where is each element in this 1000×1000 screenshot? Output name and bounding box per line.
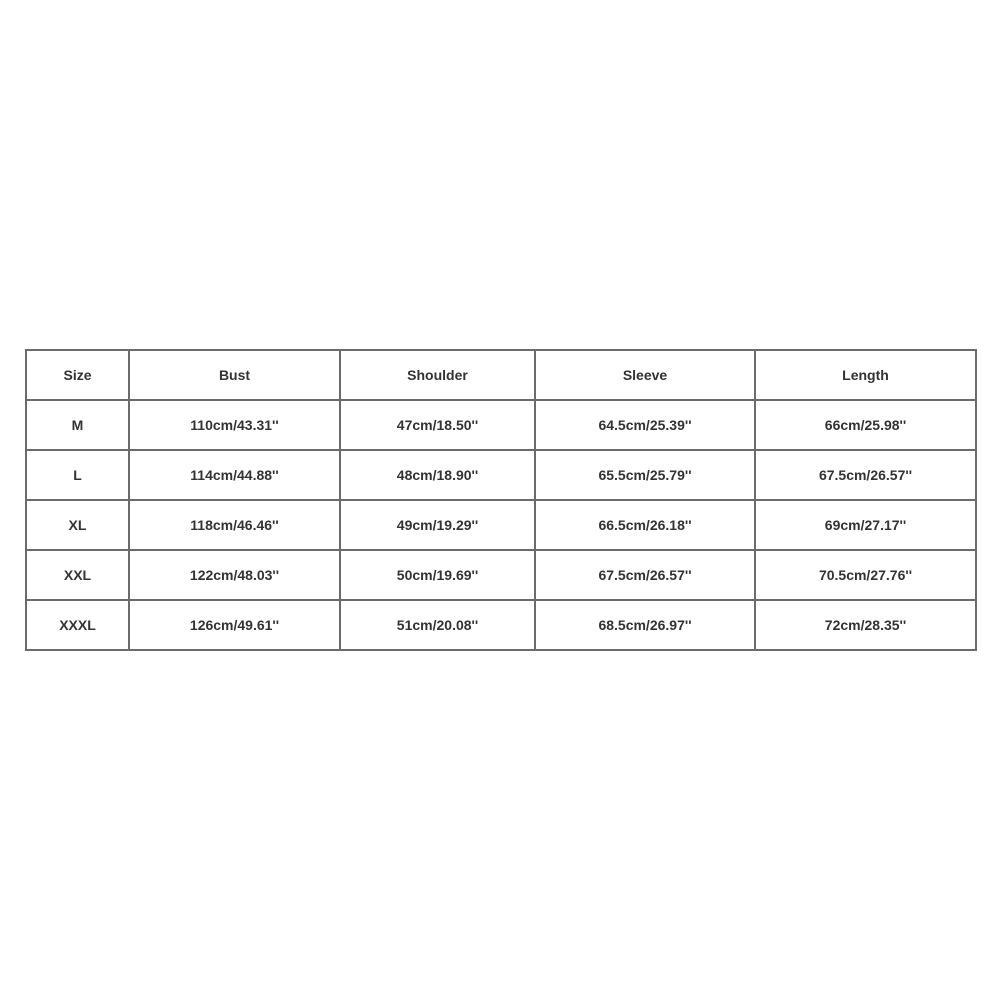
shoulder-cell: 51cm/20.08'' (340, 600, 535, 650)
table-row (26, 600, 976, 650)
size-cell: M (26, 400, 129, 450)
bust-cell: 110cm/43.31'' (129, 400, 340, 450)
size-cell: L (26, 450, 129, 500)
length-cell: 70.5cm/27.76'' (755, 550, 976, 600)
length-cell: 69cm/27.17'' (755, 500, 976, 550)
sleeve-cell: 64.5cm/25.39'' (535, 400, 755, 450)
bust-cell: 114cm/44.88'' (129, 450, 340, 500)
sleeve-cell: 65.5cm/25.79'' (535, 450, 755, 500)
size-cell: XXL (26, 550, 129, 600)
sleeve-cell: 68.5cm/26.97'' (535, 600, 755, 650)
bust-cell: 118cm/46.46'' (129, 500, 340, 550)
table-row (26, 450, 976, 500)
shoulder-cell: 47cm/18.50'' (340, 400, 535, 450)
length-cell: 67.5cm/26.57'' (755, 450, 976, 500)
shoulder-cell: 50cm/19.69'' (340, 550, 535, 600)
sleeve-cell: 66.5cm/26.18'' (535, 500, 755, 550)
header-length: Length (755, 350, 976, 400)
shoulder-cell: 48cm/18.90'' (340, 450, 535, 500)
length-cell: 72cm/28.35'' (755, 600, 976, 650)
length-cell: 66cm/25.98'' (755, 400, 976, 450)
size-cell: XL (26, 500, 129, 550)
sleeve-cell: 67.5cm/26.57'' (535, 550, 755, 600)
table-row (26, 400, 976, 450)
size-cell: XXXL (26, 600, 129, 650)
size-chart-table (25, 349, 977, 651)
shoulder-cell: 49cm/19.29'' (340, 500, 535, 550)
bust-cell: 122cm/48.03'' (129, 550, 340, 600)
header-size: Size (26, 350, 129, 400)
header-sleeve: Sleeve (535, 350, 755, 400)
header-shoulder: Shoulder (340, 350, 535, 400)
bust-cell: 126cm/49.61'' (129, 600, 340, 650)
table-header-row (26, 350, 976, 400)
table-row (26, 500, 976, 550)
header-bust: Bust (129, 350, 340, 400)
table-row (26, 550, 976, 600)
